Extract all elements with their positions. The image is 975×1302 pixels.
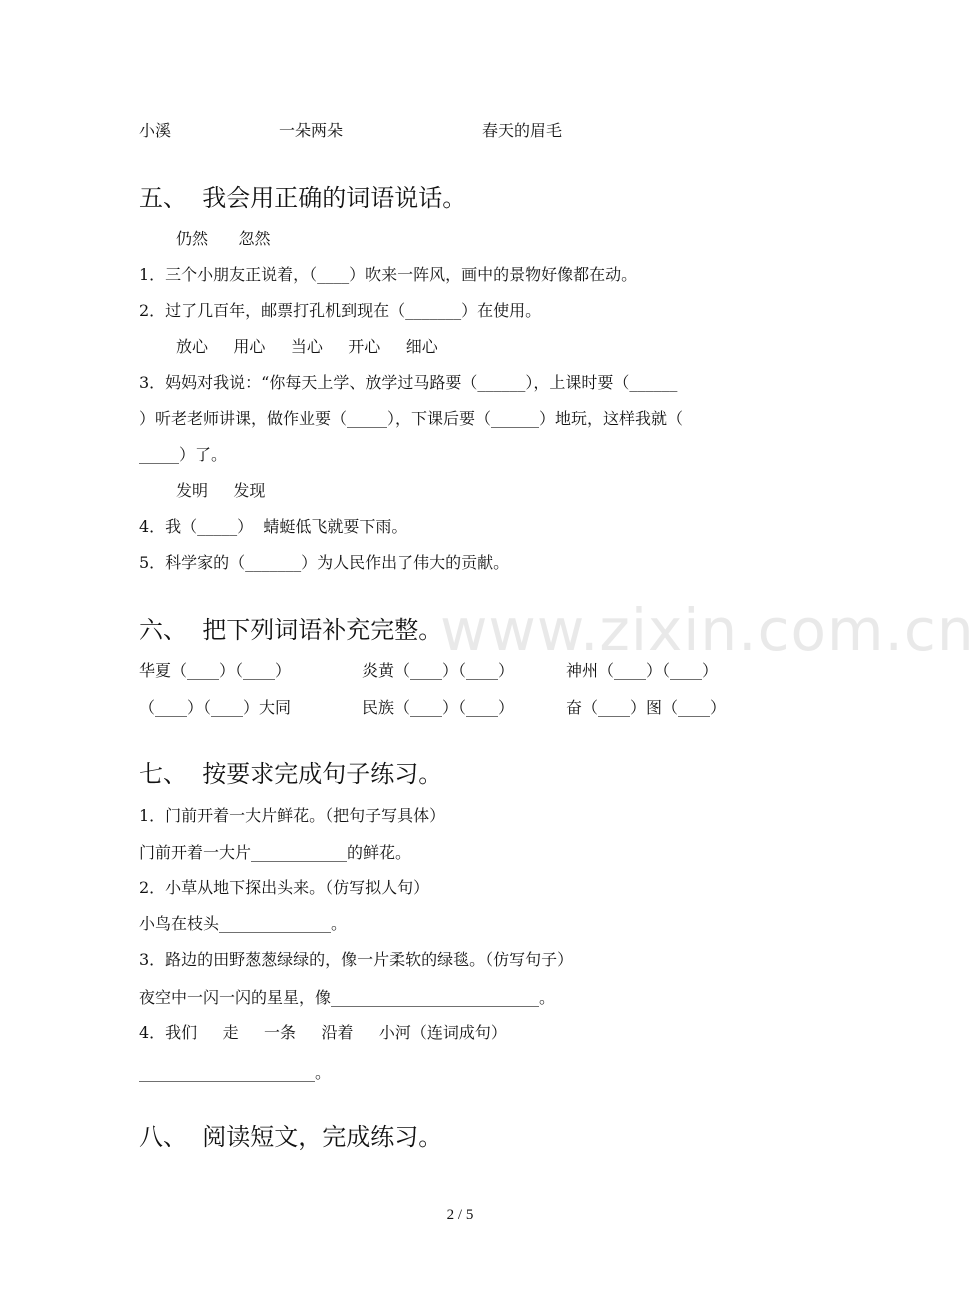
word-chuntian-meimao: 春天的眉毛 — [482, 121, 563, 140]
s7-question-2: 2．小草从地下探出头来。（仿写拟人句） — [139, 878, 430, 897]
idiom-datong: （____）（____）大同 — [139, 698, 292, 717]
idiom-huaxia: 华夏（____）（____） — [139, 661, 292, 680]
s7-question-3: 3．路边的田野葱葱绿绿的，像一片柔软的绿毯。（仿写句子） — [139, 950, 574, 969]
s5-question-4: 4．我（_____） 蜻蜓低飞就要下雨。 — [139, 517, 408, 536]
word-bank-2: 放心 用心 当心 开心 细心 — [176, 337, 438, 356]
s5-question-1: 1．三个小朋友正说着，（____）吹来一阵风，画中的景物好像都在动。 — [139, 265, 638, 284]
word-yiduoliangduo: 一朵两朵 — [279, 121, 344, 140]
section-5-title: 五、 我会用正确的词语说话。 — [139, 184, 467, 212]
idiom-shenzhou: 神州（____）（____） — [566, 661, 719, 680]
s5-question-5: 5．科学家的（_______）为人民作出了伟大的贡献。 — [139, 553, 510, 572]
section-6-title: 六、 把下列词语补充完整。 — [139, 616, 443, 644]
word-bank-1: 仍然 忽然 — [176, 229, 271, 248]
s7-answer-3: 夜空中一闪一闪的星星，像__________________________。 — [139, 988, 556, 1007]
s7-answer-2: 小鸟在枝头______________。 — [139, 914, 348, 933]
word-xiaoxi: 小溪 — [139, 121, 172, 140]
section-7-title: 七、 按要求完成句子练习。 — [139, 760, 443, 788]
watermark: www.zixin.com.cn — [440, 596, 975, 664]
word-bank-3: 发明 发现 — [176, 481, 266, 500]
s5-question-2: 2．过了几百年，邮票打孔机到现在（_______）在使用。 — [139, 301, 542, 320]
s7-answer-4: ______________________。 — [139, 1063, 332, 1082]
section-8-title: 八、 阅读短文，完成练习。 — [139, 1123, 443, 1151]
s7-question-4: 4．我们 走 一条 沿着 小河（连词成句） — [139, 1023, 507, 1042]
s5-question-3-line-3: _____）了。 — [139, 445, 228, 464]
page-number: 2 / 5 — [446, 1207, 474, 1223]
idiom-fentu: 奋（____）图（____） — [566, 698, 727, 717]
s5-question-3-line-2: ）听老老师讲课，做作业要（_____），下课后要（______）地玩，这样我就（ — [139, 409, 684, 428]
s7-answer-1: 门前开着一大片____________的鲜花。 — [139, 843, 412, 862]
s5-question-3-line-1: 3．妈妈对我说：“你每天上学、放学过马路要（______），上课时要（______ — [139, 373, 678, 392]
idiom-minzu: 民族（____）（____） — [362, 698, 515, 717]
s7-question-1: 1．门前开着一大片鲜花。（把句子写具体） — [139, 806, 446, 825]
idiom-yanhuang: 炎黄（____）（____） — [362, 661, 515, 680]
